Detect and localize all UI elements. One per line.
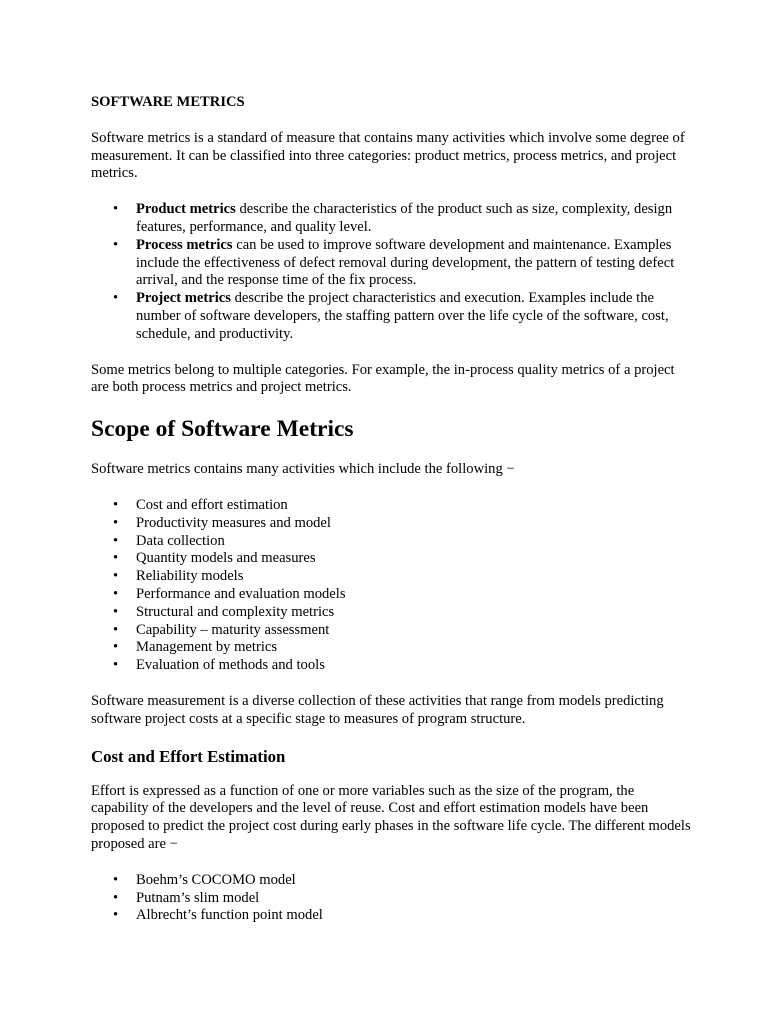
scope-intro: Software metrics contains many activities which include the following − xyxy=(91,461,515,478)
category-item xyxy=(91,237,691,290)
scope-heading: Scope of Software Metrics xyxy=(91,416,354,443)
category-desc: describe the characteristics of the product such as size, complexity, design features, performance, and quality level. xyxy=(136,201,673,235)
list-item: • Albrecht’s function point model xyxy=(91,907,691,925)
intro-paragraph: Software metrics is a standard of measure that contains many activities which involve some degree of measurement. It can be classified into three categories: product metrics, process metrics, and project metrics. xyxy=(91,129,685,182)
list-item: • Management by metrics xyxy=(91,639,691,657)
list-item: • Quantity models and measures xyxy=(91,550,691,568)
category-item xyxy=(91,201,691,237)
cost-paragraph: Effort is expressed as a function of one or more variables such as the size of the program, the capability of the developers and the level of reuse. Cost and effort estimation models have been proposed to predict the project cost during early phases in the software life cycle. The different models proposed are − xyxy=(91,782,691,852)
list-item: • Evaluation of methods and tools xyxy=(91,657,691,675)
list-item: • Putnam’s slim model xyxy=(91,890,691,908)
document-title: SOFTWARE METRICS xyxy=(91,94,245,110)
scope-summary: Software measurement is a diverse collection of these activities that range from models predicting software project costs at a specific stage to measures of program structure. xyxy=(91,692,664,727)
category-desc: can be used to improve software development and maintenance. Examples include the effectiveness of defect removal during development, the pattern of testing defect arrival, and the response time of the fix process. xyxy=(136,236,675,289)
list-item: • Capability – maturity assessment xyxy=(91,622,691,640)
list-item: • Cost and effort estimation xyxy=(91,497,691,515)
category-term: Process metrics xyxy=(136,236,233,253)
document-page xyxy=(91,94,691,943)
category-item xyxy=(91,290,691,343)
categories-list xyxy=(91,201,691,343)
list-item: • Reliability models xyxy=(91,568,691,586)
category-term: Project metrics xyxy=(136,290,231,307)
list-item: • Performance and evaluation models xyxy=(91,586,691,604)
list-item: • Structural and complexity metrics xyxy=(91,604,691,622)
models-list xyxy=(91,872,691,925)
category-desc: describe the project characteristics and execution. Examples include the number of software developers, the staffing pattern over the life cycle of the software, cost, schedule, and productivity. xyxy=(136,290,669,342)
list-item: • Boehm’s COCOMO model xyxy=(91,872,691,890)
category-term: Product metrics xyxy=(136,201,236,218)
cost-heading: Cost and Effort Estimation xyxy=(91,746,286,766)
list-item: • Productivity measures and model xyxy=(91,515,691,533)
multi-category-paragraph: Some metrics belong to multiple categories. For example, the in-process quality metrics of a project are both process metrics and project metrics. xyxy=(91,361,675,396)
list-item: • Data collection xyxy=(91,533,691,551)
scope-list xyxy=(91,497,691,675)
